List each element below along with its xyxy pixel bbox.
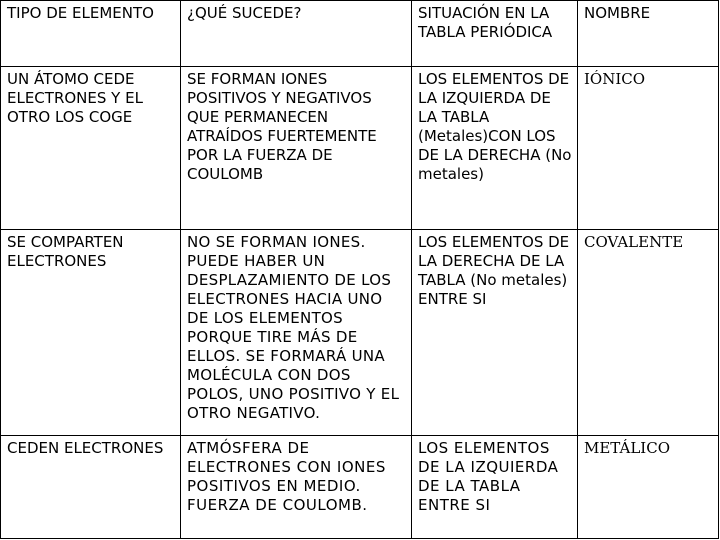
cell-situacion: LOS ELEMENTOS DE LA IZQUIERDA DE LA TABLA (Metales)CON LOS DE LA DERECHA (No metales) [412,67,578,230]
header-cell-situacion: SITUACIÓN EN LA TABLA PERIÓDICA [412,1,578,67]
cell-que-sucede: NO SE FORMAN IONES. PUEDE HABER UN DESPLAZAMIENTO DE LOS ELECTRONES HACIA UNO DE LOS ELEMENTOS PORQUE TIRE MÁS DE ELLOS. SE FORMARÁ UNA MOLÉCULA CON DOS POLOS, UNO POSITIVO Y EL OTRO NEGATIVO. [181,230,412,436]
cell-situacion: LOS ELEMENTOS DE LA IZQUIERDA DE LA TABLA ENTRE SI [412,436,578,539]
table-row [1,436,719,539]
cell-nombre: IÓNICO [578,67,719,230]
table-row [1,230,719,436]
header-cell-tipo: TIPO DE ELEMENTO [1,1,181,67]
cell-tipo: SE COMPARTEN ELECTRONES [1,230,181,436]
cell-nombre: METÁLICO [578,436,719,539]
table-header-row [1,1,719,67]
cell-que-sucede: SE FORMAN IONES POSITIVOS Y NEGATIVOS QUE PERMANECEN ATRAÍDOS FUERTEMENTE POR LA FUERZA DE COULOMB [181,67,412,230]
cell-tipo: CEDEN ELECTRONES [1,436,181,539]
table-row [1,67,719,230]
header-cell-que-sucede: ¿QUÉ SUCEDE? [181,1,412,67]
cell-nombre: COVALENTE [578,230,719,436]
cell-situacion: LOS ELEMENTOS DE LA DERECHA DE LA TABLA (No metales) ENTRE SI [412,230,578,436]
header-cell-nombre: NOMBRE [578,1,719,67]
cell-tipo: UN ÁTOMO CEDE ELECTRONES Y EL OTRO LOS COGE [1,67,181,230]
cell-que-sucede: ATMÓSFERA DE ELECTRONES CON IONES POSITIVOS EN MEDIO. FUERZA DE COULOMB. [181,436,412,539]
